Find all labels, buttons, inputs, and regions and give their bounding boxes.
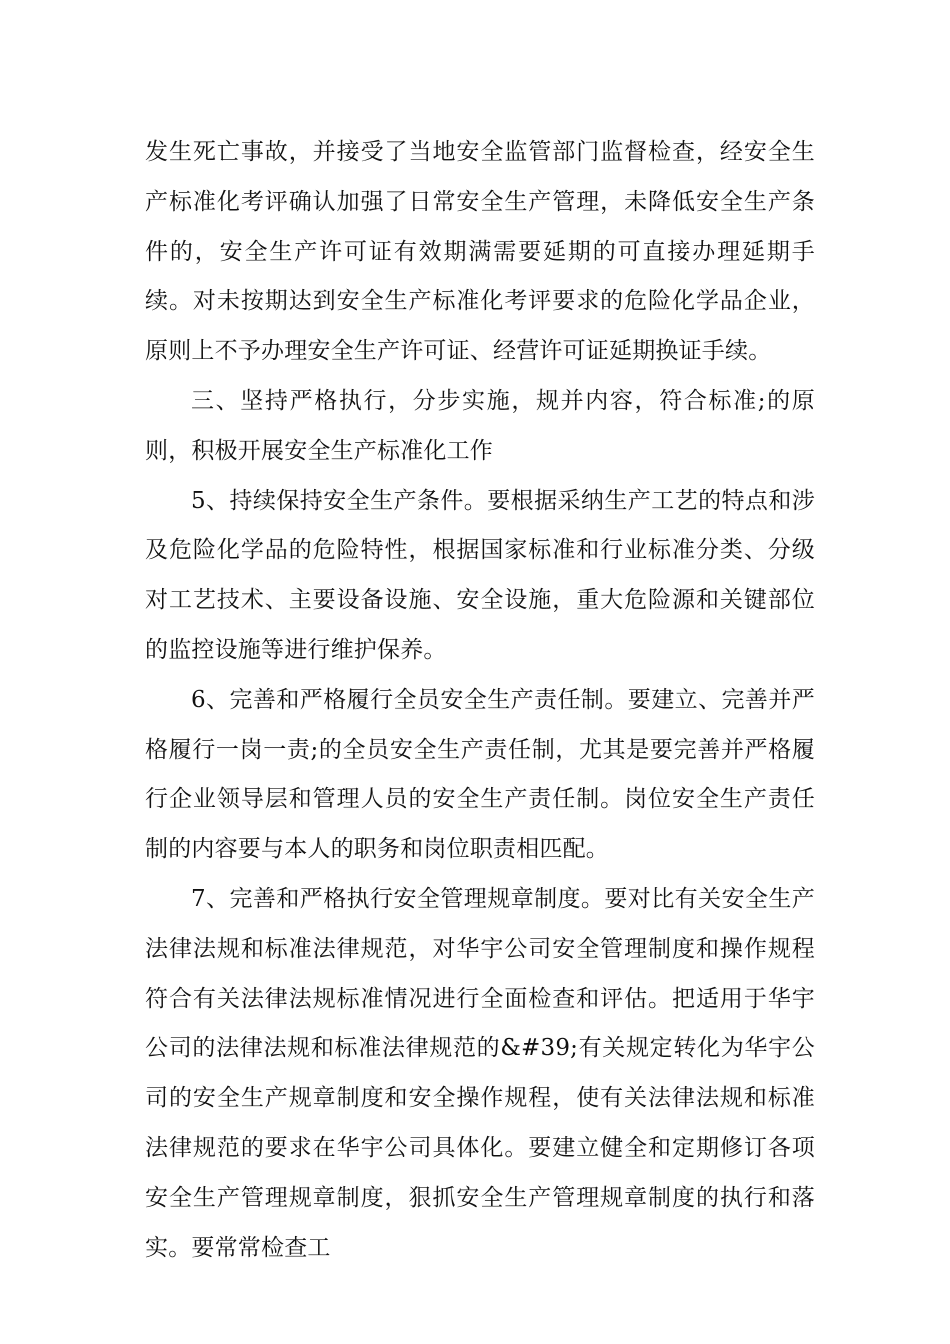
paragraph-item-7: 7、完善和严格执行安全管理规章制度。要对比有关安全生产法律法规和标准法律规范，对华宇公司安全管理制度和操作规程符合有关法律法规标准情况进行全面检查和评估。把适用于华宇公司的法律法规和标准法律规范的&#39;有关规定转化为华宇公司的安全生产规章制度和安全操作规程，使有关法律法规和标准法律规范的要求在华宇公司具体化。要建立健全和定期修订各项安全生产管理规章制度，狠抓安全生产管理规章制度的执行和落实。要常常检查工 — [145, 885, 815, 1261]
paragraph-section-three-heading: 三、坚持严格执行，分步实施，规并内容，符合标准;的原则，积极开展安全生产标准化工作 — [145, 387, 815, 464]
paragraph-item-5: 5、持续保持安全生产条件。要根据采纳生产工艺的特点和涉及危险化学品的危险特性，根据国家标准和行业标准分类、分级对工艺技术、主要设备设施、安全设施，重大危险源和关键部位的监控设施等进行维护保养。 — [145, 487, 815, 663]
document-body — [145, 128, 815, 1273]
paragraph-continuation: 发生死亡事故，并接受了当地安全监管部门监督检查，经安全生产标准化考评确认加强了日常安全生产管理，未降低安全生产条件的，安全生产许可证有效期满需要延期的可直接办理延期手续。对未按期达到安全生产标准化考评要求的危险化学品企业，原则上不予办理安全生产许可证、经营许可证延期换证手续。 — [145, 139, 815, 365]
paragraph-item-6: 6、完善和严格履行全员安全生产责任制。要建立、完善并严格履行一岗一责;的全员安全生产责任制，尤其是要完善并严格履行企业领导层和管理人员的安全生产责任制。岗位安全生产责任制的内容要与本人的职务和岗位职责相匹配。 — [145, 686, 815, 863]
